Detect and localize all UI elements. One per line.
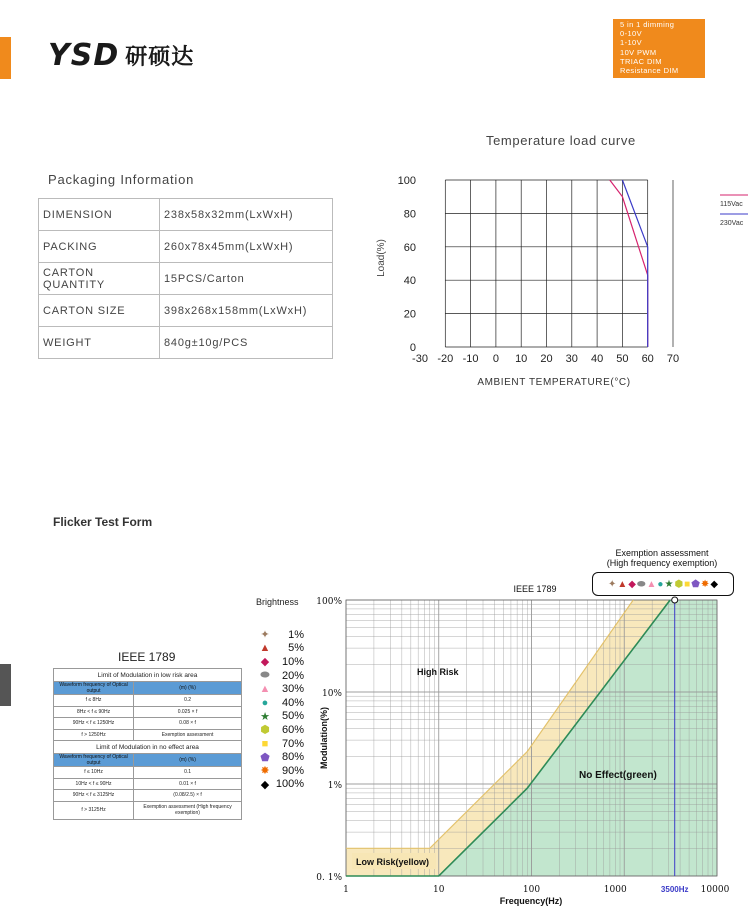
table-row — [54, 706, 242, 718]
table-caption: Limit of Modulation in no effect area — [54, 741, 242, 754]
table-cell: 8Hz < f ≤ 90Hz — [54, 706, 134, 718]
legend-marker-icon: ✸ — [260, 765, 270, 778]
temp-ylabel: Load(%) — [376, 239, 387, 277]
exemption-marker-icon: ● — [657, 578, 664, 590]
temp-y-tick: 60 — [403, 241, 416, 254]
packaging-value: 15PCS/Carton — [160, 263, 333, 295]
table-row — [54, 754, 242, 767]
legend-marker-icon: ▲ — [259, 642, 271, 655]
ieee-y-tick: 100% — [316, 597, 342, 607]
table-row — [39, 327, 333, 359]
legend-item — [256, 710, 304, 724]
packaging-label: WEIGHT — [39, 327, 160, 359]
legend-item — [256, 655, 304, 669]
temp-x-tick: 70 — [666, 353, 680, 365]
flicker-limit-table — [53, 668, 242, 820]
table-cell: 0.1 — [134, 767, 242, 779]
legend-label: 60% — [281, 723, 304, 736]
exemption-marker-icon: ★ — [664, 578, 674, 590]
table-row — [39, 295, 333, 327]
packaging-value: 840g±10g/PCS — [160, 327, 333, 359]
exemption-marker-icon: ◆ — [628, 578, 636, 590]
ieee-x-tick: 10 — [433, 885, 445, 895]
table-row — [39, 231, 333, 263]
legend-item — [256, 750, 304, 764]
legend-item — [256, 737, 304, 751]
high-risk-label: High Risk — [417, 667, 459, 677]
table-cell: f > 1250Hz — [54, 729, 134, 741]
packaging-table — [38, 198, 333, 359]
low-risk-label: Low Risk(yellow) — [356, 857, 430, 867]
legend-label: 5% — [288, 642, 304, 655]
logo-name: 研硕达 — [125, 44, 195, 70]
legend-marker-icon: ⬟ — [260, 751, 270, 764]
temp-x-tick: 60 — [641, 353, 654, 365]
marker-3500-label: 3500Hz — [660, 885, 689, 894]
exemption-marker-icon: ▲ — [617, 578, 628, 590]
temp-x-tick: 0 — [492, 353, 499, 365]
exemption-title: Exemption assessment — [615, 548, 709, 558]
legend-marker-icon: ◆ — [260, 656, 270, 669]
ieee-x-tick: 1 — [343, 885, 349, 895]
exemption-sub: (High frequency exemption) — [606, 558, 718, 568]
table-cell: Exemption assessment (High frequency exemption) — [134, 801, 242, 819]
legend-marker-icon: ■ — [261, 737, 269, 750]
legend-label: 100% — [275, 778, 304, 791]
legend-item — [256, 628, 304, 642]
legend-marker-icon: ⬢ — [260, 724, 270, 737]
legend-label: 80% — [281, 751, 304, 764]
temp-x-tick: -10 — [462, 353, 479, 365]
legend-label: 10% — [281, 655, 304, 668]
table-cell: 10Hz < f ≤ 90Hz — [54, 778, 134, 790]
legend-item — [256, 723, 304, 737]
table-cell: 90Hz < f ≤ 3125Hz — [54, 790, 134, 802]
table-cell: Exemption assessment — [134, 729, 242, 741]
table-cell: (0.08/2.5) × f — [134, 790, 242, 802]
legend-item — [256, 778, 304, 792]
temp-y-tick: 0 — [409, 342, 416, 354]
exemption-marker-icon: ⬟ — [691, 578, 700, 590]
table-cell: f ≤ 8Hz — [54, 695, 134, 707]
temp-xlabel: AMBIENT TEMPERATURE(°C) — [477, 377, 631, 388]
legend-label: 20% — [281, 669, 304, 682]
table-row — [54, 801, 242, 819]
table-row — [54, 741, 242, 754]
temp-x-tick: -30 — [412, 353, 428, 365]
packaging-label: CARTON SIZE — [39, 295, 160, 327]
legend-label: 1% — [288, 628, 304, 641]
temp-x-tick: 40 — [590, 353, 604, 365]
temp-x-tick: 10 — [515, 353, 528, 365]
dimming-badge — [613, 19, 705, 78]
legend-item — [256, 682, 304, 696]
packaging-title: Packaging Information — [48, 172, 195, 187]
ieee-x-tick: 10000 — [700, 885, 730, 895]
header-accent-bar — [0, 37, 11, 79]
table-cell: 0.08 × f — [134, 718, 242, 730]
ieee-ylabel: Modulation(%) — [319, 707, 329, 769]
temp-chart-title: Temperature load curve — [486, 133, 636, 148]
exemption-caption — [597, 548, 727, 568]
flicker-title: Flicker Test Form — [53, 515, 153, 529]
dimming-line: 0-10V — [620, 29, 643, 39]
table-cell: 0.2 — [134, 695, 242, 707]
brightness-legend — [256, 628, 304, 791]
brightness-title: Brightness — [256, 597, 299, 607]
table-header: (m) (%) — [134, 682, 242, 695]
legend-marker-icon: ◆ — [260, 778, 270, 791]
exemption-marker-icon: ⬢ — [674, 578, 684, 590]
dimming-line: 5 in 1 dimming — [620, 20, 675, 29]
exemption-marker-icon: ▲ — [646, 578, 657, 590]
exemption-marker-icon: ⬬ — [636, 578, 646, 590]
table-row — [54, 718, 242, 730]
temp-x-tick: 50 — [616, 353, 629, 365]
legend-item — [256, 696, 304, 710]
legend-label: 90% — [281, 764, 304, 777]
table-header: (m) (%) — [134, 754, 242, 767]
temperature-load-chart — [360, 160, 750, 400]
dimming-line: Resistance DIM — [620, 66, 679, 76]
legend-label: 70% — [281, 737, 304, 750]
table-row — [54, 682, 242, 695]
legend-marker-icon: ★ — [260, 710, 270, 723]
ieee-y-tick: 1% — [327, 781, 342, 791]
legend-label: 50% — [281, 710, 304, 723]
packaging-label: PACKING — [39, 231, 160, 263]
exemption-marker-icon: ✦ — [607, 578, 617, 590]
side-accent-bar — [0, 664, 11, 706]
ieee-y-tick: 10% — [321, 689, 342, 699]
table-cell: 0.025 × f — [134, 706, 242, 718]
temp-x-tick: 30 — [565, 353, 578, 365]
table-row — [39, 199, 333, 231]
ieee-xlabel: Frequency(Hz) — [499, 896, 563, 906]
exemption-marker-icon: ◆ — [710, 578, 719, 590]
temp-x-tick: 20 — [540, 353, 553, 365]
temp-series-line — [610, 180, 648, 347]
packaging-label: DIMENSION — [39, 199, 160, 231]
legend-marker-icon: ● — [261, 696, 269, 709]
table-row — [54, 778, 242, 790]
exemption-marker-icon: ■ — [684, 578, 691, 590]
temp-x-tick: -20 — [437, 353, 454, 365]
legend-label: 30% — [281, 683, 304, 696]
ieee-1789-chart — [300, 575, 750, 915]
temp-y-tick: 20 — [403, 308, 416, 321]
table-cell: 0.01 × f — [134, 778, 242, 790]
table-row — [54, 767, 242, 779]
dimming-line: 10V PWM — [620, 47, 657, 57]
legend-item — [256, 669, 304, 683]
table-header: Waveform frequency of Optical output — [54, 682, 134, 695]
ieee-y-tick: 0. 1% — [316, 873, 342, 883]
legend-item — [256, 764, 304, 778]
ieee-chart-title: IEEE 1789 — [513, 584, 557, 594]
table-cell: f ≤ 10Hz — [54, 767, 134, 779]
dimming-line: 1-10V — [620, 38, 643, 48]
exemption-marker-icon: ✸ — [700, 578, 710, 590]
logo-mark: YSD — [48, 37, 120, 73]
marker-3500-dot — [672, 597, 678, 603]
legend-label: 40% — [281, 696, 304, 709]
legend-115-label: 115Vac — [720, 201, 743, 208]
packaging-value: 398x268x158mm(LxWxH) — [160, 295, 333, 327]
ieee-x-tick: 1000 — [603, 885, 627, 895]
ieee-table-title: IEEE 1789 — [118, 650, 176, 664]
brand-logo — [48, 38, 194, 72]
no-effect-label: No Effect(green) — [579, 770, 657, 781]
legend-marker-icon: ▲ — [259, 683, 271, 696]
table-row — [54, 790, 242, 802]
table-row — [54, 669, 242, 682]
packaging-value: 238x58x32mm(LxWxH) — [160, 199, 333, 231]
legend-item — [256, 642, 304, 656]
table-cell: 90Hz < f ≤ 1250Hz — [54, 718, 134, 730]
dimming-line: TRIAC DIM — [620, 56, 662, 66]
table-cell: f > 3125Hz — [54, 801, 134, 819]
temp-y-tick: 100 — [397, 175, 416, 187]
legend-marker-icon: ⬬ — [260, 669, 270, 682]
table-caption: Limit of Modulation in low risk area — [54, 669, 242, 682]
legend-marker-icon: ✦ — [260, 629, 270, 642]
packaging-label: CARTON QUANTITY — [39, 263, 160, 295]
table-row — [54, 695, 242, 707]
temp-y-tick: 40 — [403, 275, 416, 288]
table-header: Waveform frequency of Optical output — [54, 754, 134, 767]
packaging-value: 260x78x45mm(LxWxH) — [160, 231, 333, 263]
table-row — [39, 263, 333, 295]
table-row — [54, 729, 242, 741]
ieee-x-tick: 100 — [522, 885, 541, 895]
temp-y-tick: 80 — [403, 208, 416, 221]
legend-230-label: 230Vac — [720, 220, 744, 227]
